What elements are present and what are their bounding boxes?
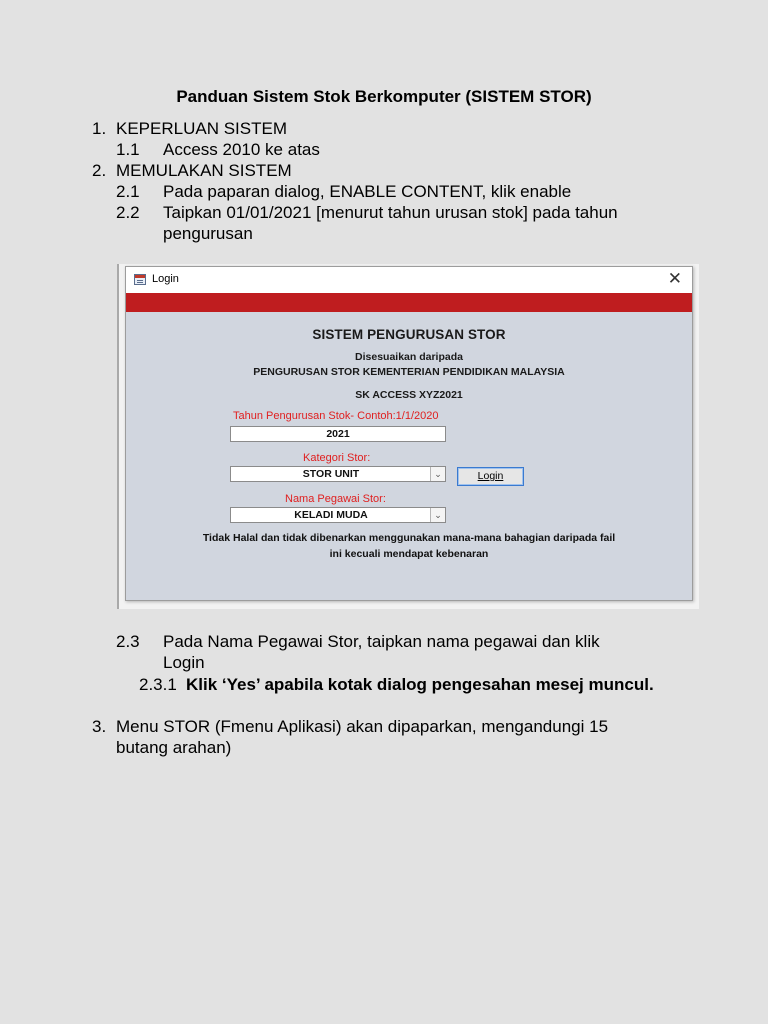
document-title: Panduan Sistem Stok Berkomputer (SISTEM STOR)	[176, 87, 592, 106]
copyright-notice-line2: ini kecuali mendapat kebenaran	[329, 548, 489, 560]
item-1-1-text: Access 2010 ke atas	[163, 140, 320, 159]
section-3-text-line2: butang arahan)	[116, 738, 232, 757]
copyright-notice-line1: Tidak Halal dan tidak dibenarkan menggunakan mana-mana bahagian daripada fail	[202, 532, 616, 544]
item-2-3-number: 2.3	[116, 632, 140, 651]
section-2-number: 2.	[92, 161, 107, 180]
login-dialog	[125, 266, 693, 601]
login-button[interactable]: Login	[457, 467, 524, 486]
screenshot-border	[117, 264, 119, 609]
login-screenshot	[117, 264, 699, 609]
category-value: STOR UNIT	[302, 468, 360, 480]
year-input[interactable]: 2021	[230, 426, 446, 442]
source-organisation: PENGURUSAN STOR KEMENTERIAN PENDIDIKAN MALAYSIA	[253, 366, 565, 378]
header-accent-bar	[126, 293, 692, 312]
item-2-2-number: 2.2	[116, 203, 140, 222]
close-icon[interactable]: ✕	[667, 269, 682, 288]
login-form	[126, 312, 692, 600]
chevron-down-icon[interactable]: ⌄	[430, 467, 445, 481]
officer-value: KELADI MUDA	[294, 509, 368, 521]
item-2-3-1-text: Klik ‘Yes’ apabila kotak dialog pengesahan mesej muncul.	[186, 675, 654, 694]
section-3-number: 3.	[92, 717, 107, 736]
category-select[interactable]	[230, 466, 446, 482]
system-heading: SISTEM PENGURUSAN STOR	[312, 327, 506, 342]
item-2-2-text-line1: Taipkan 01/01/2021 [menurut tahun urusan stok] pada tahun	[163, 203, 618, 222]
section-2-heading: MEMULAKAN SISTEM	[116, 161, 292, 180]
category-label: Kategori Stor:	[303, 452, 371, 464]
item-2-1-number: 2.1	[116, 182, 140, 201]
item-1-1-number: 1.1	[116, 140, 140, 159]
item-2-3-1-number: 2.3.1	[139, 675, 177, 694]
item-2-1-text: Pada paparan dialog, ENABLE CONTENT, klik enable	[163, 182, 572, 201]
form-icon	[134, 274, 146, 285]
item-2-3-text-line1: Pada Nama Pegawai Stor, taipkan nama pegawai dan klik	[163, 632, 600, 651]
chevron-down-icon[interactable]: ⌄	[430, 508, 445, 522]
dialog-titlebar	[126, 267, 692, 293]
section-1-heading: KEPERLUAN SISTEM	[116, 119, 287, 138]
item-2-3-text-line2: Login	[163, 653, 205, 672]
dialog-title: Login	[152, 273, 179, 285]
officer-label: Nama Pegawai Stor:	[285, 493, 386, 505]
officer-select[interactable]	[230, 507, 446, 523]
adapted-from-label: Disesuaikan daripada	[355, 351, 463, 363]
section-3-text-line1: Menu STOR (Fmenu Aplikasi) akan dipaparkan, mengandungi 15	[116, 717, 609, 736]
school-name: SK ACCESS XYZ2021	[355, 389, 463, 401]
item-2-2-text-line2: pengurusan	[163, 224, 253, 243]
section-1-number: 1.	[92, 119, 107, 138]
year-label: Tahun Pengurusan Stok- Contoh:1/1/2020	[233, 410, 439, 422]
